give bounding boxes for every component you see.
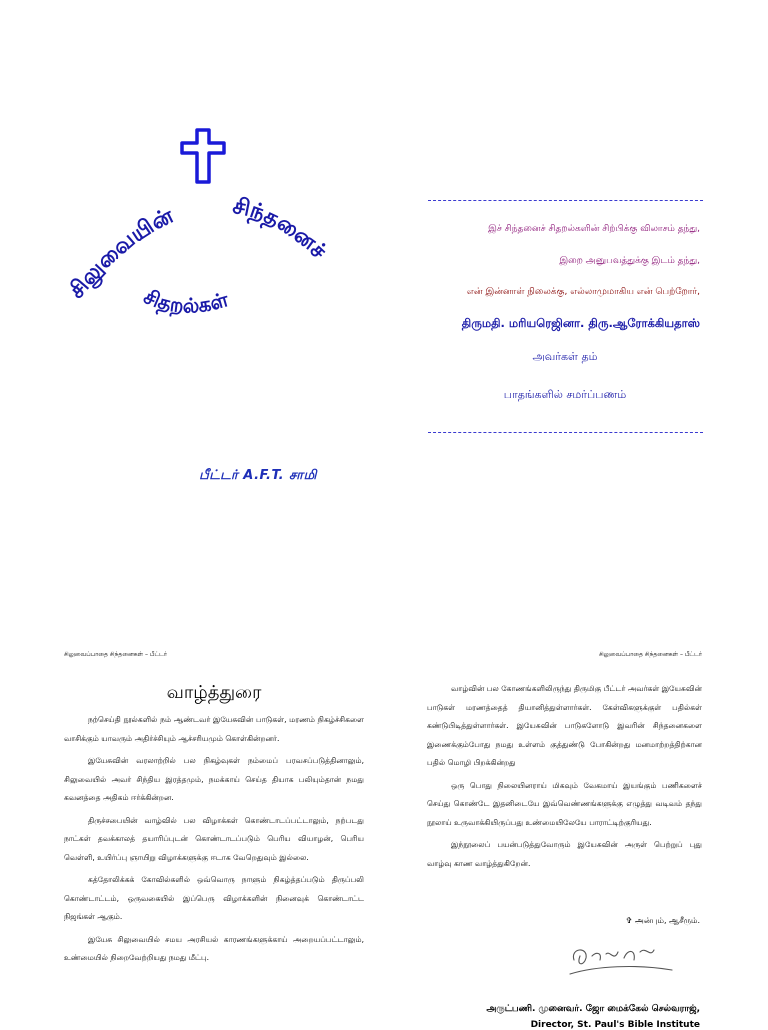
- dedication-line-4: திருமதி. மரியரெஜினா. திரு.ஆரோக்கியதாஸ்: [461, 316, 700, 330]
- signature: [566, 940, 676, 982]
- cover-title-part1: சிலுவையின்: [64, 203, 178, 304]
- divider-top: [428, 200, 703, 201]
- paragraph: ஒரு பொது நிலையினராய் மிகவும் வேகமாய் இயங்கும் பணிகளைச் செய்து கொண்டே இதனிடையே இவ்வெண்ணங்களுக்கு எழுத்து வடிவம் தந்து நூலாய் உருவாக்கியிருப்பது உண்மையிலேயே பாராட்டிற்குரியது.: [427, 780, 702, 827]
- paragraph: திருச்சபையின் வாழ்வில் பல விழாக்கள் கொண்டாடப்பட்டாலும், நற்படது நாட்கள் தவக்காலத் தயாரிப்புடன் கொண்டாடப்படும் பெரிய வியாழன், பெரிய வெள்ளி, உயிர்ப்பு ஞாயிறு விழாக்களுக்கு ஈடாக வேறெதுவும் இல்லை.: [64, 815, 364, 862]
- body-text-right: [427, 680, 702, 877]
- dedication-line-6: பாதங்களில் சமர்ப்பணம்: [503, 388, 627, 401]
- paragraph: இயேசுவின் வரலாற்றில் பல நிகழ்வுகள் நம்மைப் பரவசப்படுத்தினாலும், சிலுவையில் அவர் சிந்திய இரத்தமும், நமக்காய் செய்த தியாக பலியும்தான் நமது கவனத்தை அதிகம் ஈர்க்கின்றன.: [64, 756, 364, 802]
- dedication-line-5: அவர்கள் தம்: [532, 350, 598, 363]
- signatory-title: Director, St. Paul's Bible Institute: [530, 1020, 700, 1030]
- cover-title-part2: சிந்தனைச்: [230, 193, 331, 265]
- dedication-line-1: இச் சிந்தனைச் சிதறல்களின் சிற்பிக்கு விலாசம் தந்து,: [488, 224, 700, 234]
- divider-bottom: [428, 432, 703, 433]
- body-text-left: [64, 711, 364, 972]
- signatory-name: அருட்பணி. முனைவர். ஜோ மைக்கேல் செல்வராஜ்,: [486, 1004, 700, 1014]
- cover-title-part3: சிதறல்கள்: [140, 284, 231, 318]
- page-title: வாழ்த்துரை: [166, 682, 262, 703]
- page-header-right: சிலுவைப்பாதை சிந்தனைகள் – பீட்டர்: [598, 651, 702, 658]
- page-header-left: சிலுவைப்பாதை சிந்தனைகள் – பீட்டர்: [64, 651, 168, 658]
- paragraph: நற்செய்தி நூல்களில் நம் ஆண்டவர் இயேசுவின் பாடுகள், மரணம் நிகழ்ச்சிகளை வாசிக்கும் யாவரும் அதிர்ச்சியும் ஆச்சரியமும் கொள்கின்றனர்.: [64, 715, 364, 743]
- paragraph: கத்தோலிக்கக் கோவில்களில் ஒவ்வொரு நாளும் நிகழ்த்தப்படும் திருப்பலி கொண்டாட்டம், ஒருவகையில் இப்பெரு விழாக்களின் நினைவுக் கொண்டாட்ட நிஜங்கள் ஆகும்.: [64, 875, 364, 921]
- dedication-line-3: என் இன்னாள் நிலைக்கு, எல்லாமுமாகிய என் பெற்றோர்,: [466, 287, 700, 297]
- closing-blessing: ✞ அன்பும், ஆசீரும்.: [625, 916, 700, 925]
- paragraph: இயேசு சிலுவையில் சமய அரசியல் காரணங்களுக்காய் அறையப்பட்டாலும், உண்மையில் நிறைவேற்றியது நமது மீட்பு.: [64, 934, 364, 962]
- cover-title: [60, 180, 360, 320]
- dedication-line-2: இறை அனுபவத்துக்கு இடம் தந்து,: [559, 256, 700, 266]
- paragraph: இந்நூலைப் பயன்படுத்துவோரும் இயேசுவின் அருள் பெற்றுப் புது வாழ்வு காண வாழ்த்துகிறேன்.: [427, 840, 702, 868]
- author-name: பீட்டர் A.F.T. சாமி: [199, 468, 317, 483]
- paragraph: வாழ்வின் பல கோணங்களிலிருந்து திருமிகு பீட்டர் அவர்கள் இயேசுவின் பாடுகள் மரணத்தைத் தியானித்துள்ளார்கள். கேள்விகளுக்குள் பதில்கள் கண்டுபிடித்துள்ளார்கள். இயேசுவின் பாடுகளோடு இவரின் சிந்தனைகளை இணைக்கும்போது நமது உள்ளம் குத்துண்டு போகின்றது மனமாற்றத்திற்கான பதில் மொழி பிறக்கின்றது: [427, 684, 702, 767]
- cross-icon: [180, 128, 226, 184]
